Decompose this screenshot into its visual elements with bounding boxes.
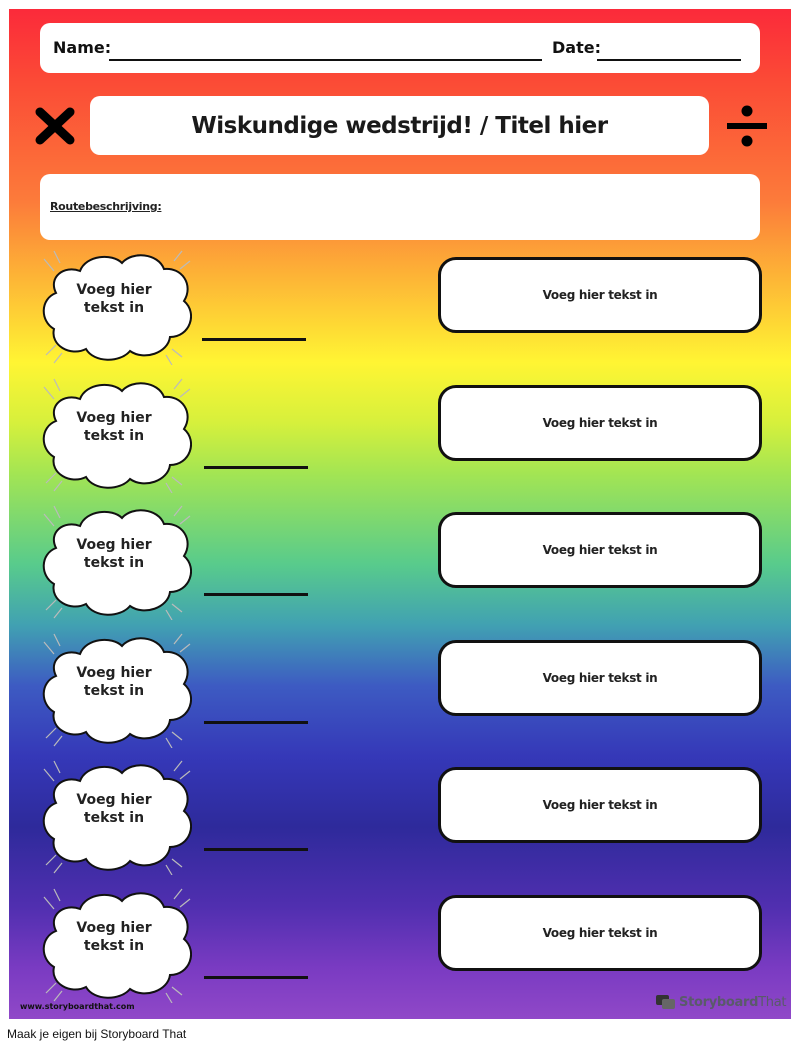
- answer-text-box[interactable]: [438, 385, 762, 461]
- name-field[interactable]: [109, 59, 542, 61]
- cloud-text-line: Voeg hier: [76, 665, 152, 681]
- cloud-text-line: Voeg hier: [76, 410, 152, 426]
- answer-line[interactable]: [202, 338, 306, 341]
- cloud-text-line: tekst in: [83, 683, 145, 699]
- cloud-text[interactable]: [64, 409, 164, 445]
- thought-cloud: [42, 249, 192, 365]
- answer-text-box[interactable]: [438, 512, 762, 588]
- answer-line[interactable]: [204, 976, 308, 979]
- cloud-text-line: tekst in: [83, 300, 145, 316]
- answer-line[interactable]: [204, 466, 308, 469]
- footer-caption: Maak je eigen bij Storyboard That: [7, 1027, 187, 1041]
- cloud-text[interactable]: [64, 919, 164, 955]
- answer-line[interactable]: [204, 721, 308, 724]
- multiply-icon: [34, 107, 76, 145]
- text-box-label: Voeg hier tekst in: [542, 543, 658, 557]
- text-box-label: Voeg hier tekst in: [542, 798, 658, 812]
- cloud-text-line: Voeg hier: [76, 792, 152, 808]
- name-label: Name:: [53, 38, 112, 57]
- directions-label: Routebeschrijving:: [50, 200, 162, 213]
- thought-cloud: [42, 759, 192, 875]
- answer-line[interactable]: [204, 593, 308, 596]
- cloud-text[interactable]: [64, 281, 164, 317]
- page-title: Wiskundige wedstrijd! / Titel hier: [191, 112, 608, 139]
- text-box-label: Voeg hier tekst in: [542, 926, 658, 940]
- divide-icon: [725, 103, 769, 149]
- answer-text-box[interactable]: [438, 257, 762, 333]
- cloud-text-line: tekst in: [83, 938, 145, 954]
- answer-text-box[interactable]: [438, 640, 762, 716]
- text-box-label: Voeg hier tekst in: [542, 416, 658, 430]
- cloud-text[interactable]: [64, 791, 164, 827]
- text-box-label: Voeg hier tekst in: [542, 288, 658, 302]
- text-box-label: Voeg hier tekst in: [542, 671, 658, 685]
- thought-cloud: [42, 632, 192, 748]
- title-panel: [90, 96, 709, 155]
- name-date-panel: [40, 23, 760, 73]
- cloud-text-line: tekst in: [83, 810, 145, 826]
- cloud-text-line: Voeg hier: [76, 282, 152, 298]
- thought-cloud: [42, 887, 192, 1003]
- brand-logo: [656, 992, 786, 1012]
- cloud-text-line: Voeg hier: [76, 920, 152, 936]
- brand-name: StoryboardThat: [679, 994, 787, 1010]
- answer-text-box[interactable]: [438, 895, 762, 971]
- thought-cloud: [42, 377, 192, 493]
- cloud-text-line: tekst in: [83, 555, 145, 571]
- website-label: www.storyboardthat.com: [20, 1002, 135, 1011]
- answer-line[interactable]: [204, 848, 308, 851]
- answer-text-box[interactable]: [438, 767, 762, 843]
- cloud-text-line: tekst in: [83, 428, 145, 444]
- cloud-text[interactable]: [64, 536, 164, 572]
- directions-panel: [40, 174, 760, 240]
- cloud-text-line: Voeg hier: [76, 537, 152, 553]
- cloud-text[interactable]: [64, 664, 164, 700]
- thought-cloud: [42, 504, 192, 620]
- date-field[interactable]: [597, 59, 741, 61]
- storyboard-logo-icon: [656, 994, 676, 1010]
- date-label: Date:: [552, 38, 601, 57]
- worksheet: [9, 9, 791, 1019]
